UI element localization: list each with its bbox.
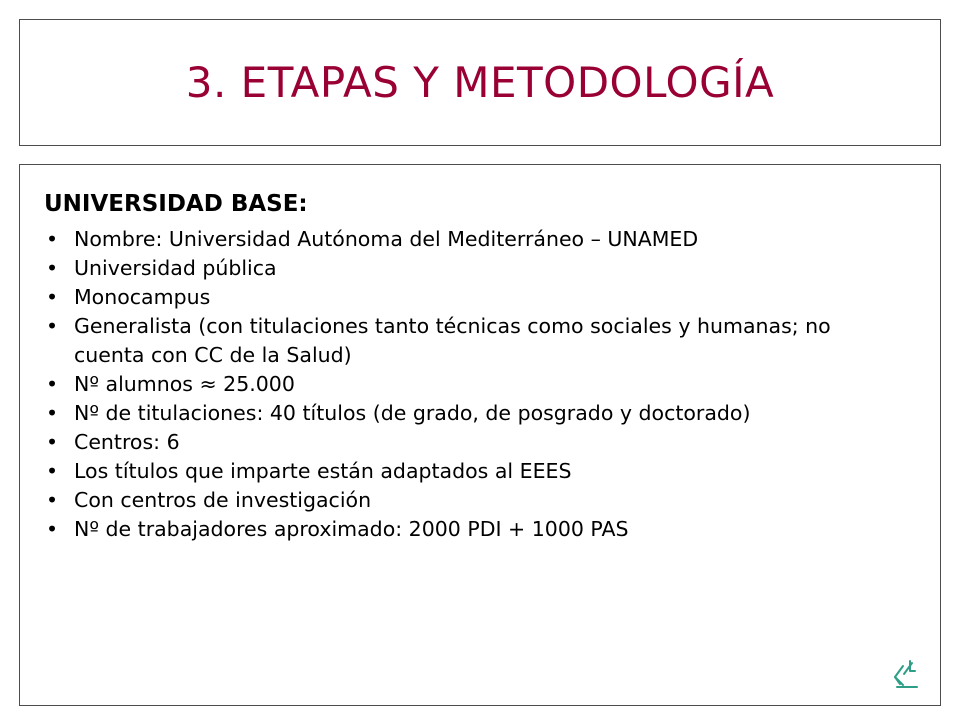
bullet-list xyxy=(44,225,904,544)
bullet-dot: • xyxy=(46,488,59,512)
list-item-text: Universidad pública xyxy=(74,256,277,280)
return-arrow-icon-svg xyxy=(890,657,920,689)
bullet-dot: • xyxy=(46,401,59,425)
bullet-dot: • xyxy=(46,372,59,396)
title-box xyxy=(19,19,941,146)
list-item xyxy=(44,486,904,515)
list-item xyxy=(44,370,904,399)
list-item-text: Nº de titulaciones: 40 títulos (de grado, de posgrado y doctorado) xyxy=(74,401,751,425)
list-item-text: Nombre: Universidad Autónoma del Mediterráneo – UNAMED xyxy=(74,227,699,251)
list-item-text: Generalista (con titulaciones tanto técnicas como sociales y humanas; no cuenta con CC de la Salud) xyxy=(74,314,831,367)
return-arrow-icon[interactable] xyxy=(890,657,920,689)
slide-title: 3. ETAPAS Y METODOLOGÍA xyxy=(185,58,775,107)
list-item xyxy=(44,457,904,486)
list-item-text: Nº alumnos ≈ 25.000 xyxy=(74,372,295,396)
bullet-dot: • xyxy=(46,314,59,338)
bullet-dot: • xyxy=(46,285,59,309)
list-item xyxy=(44,428,904,457)
list-item-text: Nº de trabajadores aproximado: 2000 PDI + 1000 PAS xyxy=(74,517,629,541)
list-item-text: Monocampus xyxy=(74,285,211,309)
content-box xyxy=(19,164,941,706)
list-item xyxy=(44,312,904,370)
bullet-dot: • xyxy=(46,459,59,483)
list-item xyxy=(44,283,904,312)
list-item-text: Los títulos que imparte están adaptados al EEES xyxy=(74,459,572,483)
section-heading: UNIVERSIDAD BASE: xyxy=(44,191,308,217)
list-item-text: Con centros de investigación xyxy=(74,488,372,512)
bullet-dot: • xyxy=(46,430,59,454)
list-item xyxy=(44,225,904,254)
list-item xyxy=(44,254,904,283)
list-item xyxy=(44,515,904,544)
bullet-dot: • xyxy=(46,256,59,280)
list-item-text: Centros: 6 xyxy=(74,430,180,454)
bullet-dot: • xyxy=(46,227,59,251)
bullet-dot: • xyxy=(46,517,59,541)
list-item xyxy=(44,399,904,428)
